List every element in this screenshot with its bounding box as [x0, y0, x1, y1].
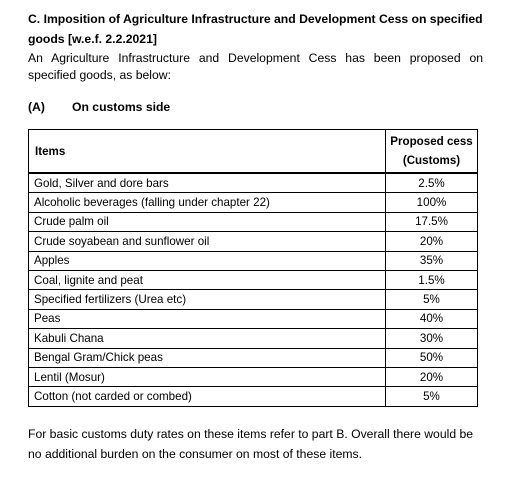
cess-cell: 30% — [386, 329, 478, 348]
column-header-items: Items — [29, 130, 386, 174]
subsection-title: On customs side — [72, 100, 171, 114]
table-row — [29, 251, 478, 270]
table-row — [29, 329, 478, 348]
cess-table — [28, 129, 478, 407]
item-cell: Crude soyabean and sunflower oil — [29, 232, 386, 251]
intro-paragraph: An Agriculture Infrastructure and Development Cess has been proposed on specified goods, as below: — [28, 51, 483, 82]
cess-cell: 5% — [386, 290, 478, 309]
table-row — [29, 173, 478, 193]
table-header-row — [29, 130, 478, 174]
footer-note: For basic customs duty rates on these items refer to part B. Overall there would be no additional burden on the consumer on most of these items. — [28, 427, 474, 461]
column-header-proposed-cess — [386, 130, 478, 174]
table-row — [29, 290, 478, 309]
item-cell: Crude palm oil — [29, 212, 386, 231]
table-row — [29, 232, 478, 251]
table-row — [29, 387, 478, 406]
item-cell: Gold, Silver and dore bars — [29, 173, 386, 193]
item-cell: Bengal Gram/Chick peas — [29, 348, 386, 367]
cess-cell: 2.5% — [386, 173, 478, 193]
cess-cell: 20% — [386, 232, 478, 251]
column-header-cess-line2: (Customs) — [402, 154, 461, 167]
cess-cell: 50% — [386, 348, 478, 367]
item-cell: Kabuli Chana — [29, 329, 386, 348]
table-row — [29, 348, 478, 367]
item-cell: Specified fertilizers (Urea etc) — [29, 290, 386, 309]
item-cell: Apples — [29, 251, 386, 270]
table-row — [29, 367, 478, 386]
cess-cell: 1.5% — [386, 270, 478, 289]
item-cell: Cotton (not carded or combed) — [29, 387, 386, 406]
item-cell: Coal, lignite and peat — [29, 270, 386, 289]
cess-cell: 35% — [386, 251, 478, 270]
column-header-cess-line1: Proposed cess — [390, 135, 473, 148]
table-row — [29, 270, 478, 289]
subsection-label: (A) — [28, 100, 45, 114]
cess-cell: 100% — [386, 193, 478, 212]
cess-cell: 5% — [386, 387, 478, 406]
cess-cell: 40% — [386, 309, 478, 328]
table-row — [29, 309, 478, 328]
table-row — [29, 193, 478, 212]
item-cell: Lentil (Mosur) — [29, 367, 386, 386]
item-cell: Alcoholic beverages (falling under chapter 22) — [29, 193, 386, 212]
cess-cell: 20% — [386, 367, 478, 386]
item-cell: Peas — [29, 309, 386, 328]
subsection-heading — [28, 99, 170, 116]
table-row — [29, 212, 478, 231]
cess-cell: 17.5% — [386, 212, 478, 231]
section-heading: C. Imposition of Agriculture Infrastructure and Development Cess on specified goods [w.e.f. 2.2.2021] — [28, 12, 483, 46]
